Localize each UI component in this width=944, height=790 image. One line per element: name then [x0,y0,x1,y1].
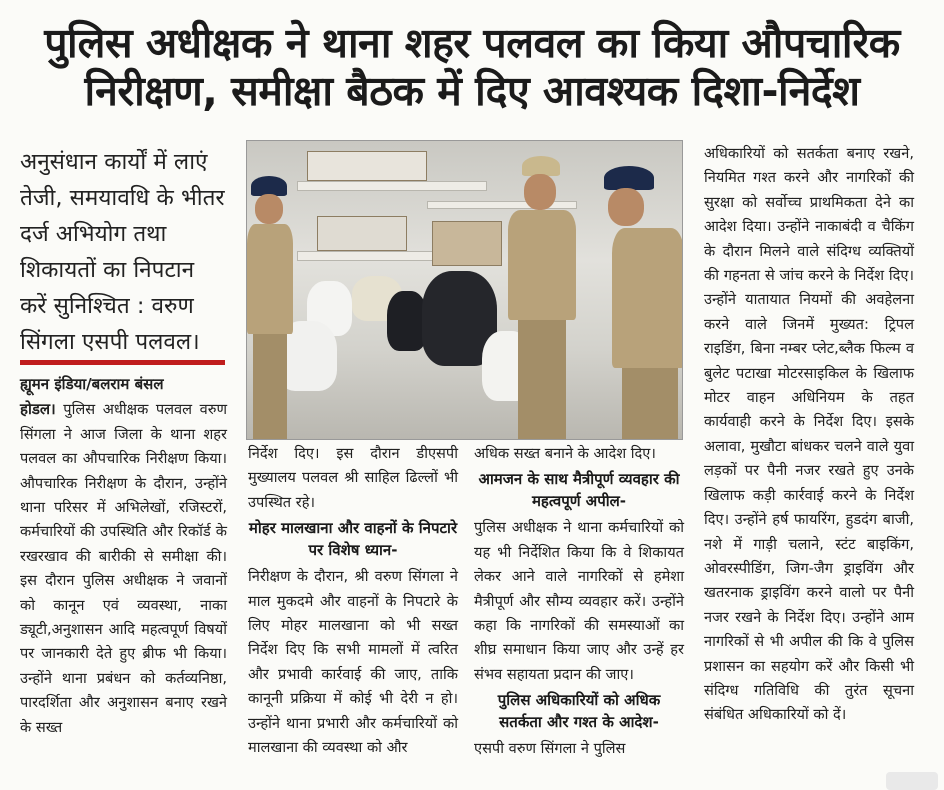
headline [0,20,944,116]
headline-line-1: पुलिस अधीक्षक ने थाना शहर पलवल का किया औपचारिक [44,19,900,67]
byline: ह्यूमन इंडिया/बलराम बंसल [20,375,164,393]
next-article-strip [0,774,944,790]
column-3-subhead-2: पुलिस अधिकारियों को अधिक सतर्कता और गश्त के आदेश- [497,691,661,732]
column-2-text-1: निर्देश दिए। इस दौरान डीएसपी मुख्यालय पलवल श्री साहिल ढिल्लों भी उपस्थित रहे। [248,445,458,511]
column-3-text-3: एसपी वरुण सिंगला ने पुलिस [474,740,626,758]
column-3-text-1: अधिक सख्त बनाने के आदेश दिए। [474,445,656,462]
column-1-body [20,372,227,740]
page-scroll-handle[interactable] [886,772,938,790]
column-4 [704,142,914,728]
column-1 [20,372,227,740]
deck-rule [20,360,225,365]
column-3-subhead-1: आमजन के साथ मैत्रीपूर्ण व्यवहार की महत्वपूर्ण अपील- [478,470,680,511]
column-3 [474,442,684,762]
column-2-subhead: मोहर मालखाना और वाहनों के निपटारे पर विशेष ध्यान- [248,519,458,560]
column-2 [248,442,458,760]
officer-left [247,176,297,440]
column-1-text: पुलिस अधीक्षक पलवल वरुण सिंगला ने आज जिला के थाना शहर पलवल का औपचारिक निरीक्षण किया। औपचारिक निरीक्षण के दौरान, उन्होंने थाना परिसर में अभिलेखों, रजिस्टरों, कर्मचारियों की उपस्थिति और रिकॉर्ड के रखरखाव की बारीकी से समीक्षा की। इस दौरान पुलिस अधीक्षक ने जवानों को कानून एवं व्यवस्था, नाका ड्यूटी,अनुशासन आदि महत्वपूर्ण विषयों पर जानकारी देते हुए ब्रीफ भी किया। उन्होंने थाना प्रबंधन को कर्तव्यनिष्ठा, पारदर्शिता और अनुशासन बनाए रखने के सख्त [20,401,227,736]
column-2-text-2: निरीक्षण के दौरान, श्री वरुण सिंगला ने माल मुकदमे और वाहनों के निपटारे के लिए मोहर मालखाना को भी सख्त निर्देश दिए कि सभी मामलों में त्वरित और प्रभावी कार्रवाई की जाए, ताकि कानूनी प्रक्रिया में कोई भी देरी न हो। उन्होंने थाना प्रभारी और कर्मचारियों को मालखाना की व्यवस्था को और [248,568,458,757]
column-4-text: अधिकारियों को सतर्कता बनाए रखने, नियमित गश्त करने और नागरिकों की सुरक्षा को सर्वोच्च प्राथमिकता देने का आदेश दिया। उन्होंने नाकाबंदी व चैकिंग के दौरान मिलने वाले संदिग्ध व्यक्तियों की गहनता से जांच करने के निर्देश दिए। उन्होंने यातायात नियमों की अवहेलना करने वाले जिनमें मुख्यत: ट्रिपल राइडिंग, बिना नम्बर प्लेट,ब्लैक फिल्म व बुलेट पटाखा मोटरसाइकिल के खिलाफ मोटर वाहन अधिनियम के तहत कार्यवाही करने के निर्देश दिए। इसके अलावा, मुखौटा बांधकर चलने वाले युवा लड़कों पर पैनी नजर रखते हुए उनके खिलाफ कड़ी कार्रवाई करने के निर्देश दिए। उन्होंने हर्ष फायरिंग, हुडदंग बाजी, नशे में गाड़ी चलाने, स्टंट बाइकिंग, ओवरस्पीडिंग, जिग-जैग ड्राइविंग और खतरनाक ड्राइविंग करने वालो पर पैनी नजर रखने के निर्देश दिए। उन्होंने आम नागरिकों से भी अपील की कि वे पुलिस प्रशासन का सहयोग करें और किसी भी संदिग्ध गतिविधि की तुरंत सूचना संबंधित अधिकारियों को दें। [704,145,914,724]
officer-center [502,156,582,440]
deck: अनुसंधान कार्यों में लाएं तेजी, समयावधि के भीतर दर्ज अभियोग तथा शिकायतों का निपटान करें सुनिश्चित : वरुण सिंगला एसपी पलवल। [20,149,225,355]
headline-line-2: निरीक्षण, समीक्षा बैठक में दिए आवश्यक दिशा-निर्देश [84,67,860,115]
dateline: होडल। [20,400,56,419]
officer-right [592,166,683,440]
column-3-text-2: पुलिस अधीक्षक ने थाना कर्मचारियों को यह भी निर्देशित किया कि वे शिकायत लेकर आने वाले नागरिकों से हमेशा मैत्रीपूर्ण और सौम्य व्यवहार करें। उन्होंने कहा कि नागरिकों की समस्याओं का शीघ्र समाधान किया जाए और उन्हें हर संभव सहायता प्रदान की जाए। [474,519,684,683]
news-photo [246,140,683,440]
